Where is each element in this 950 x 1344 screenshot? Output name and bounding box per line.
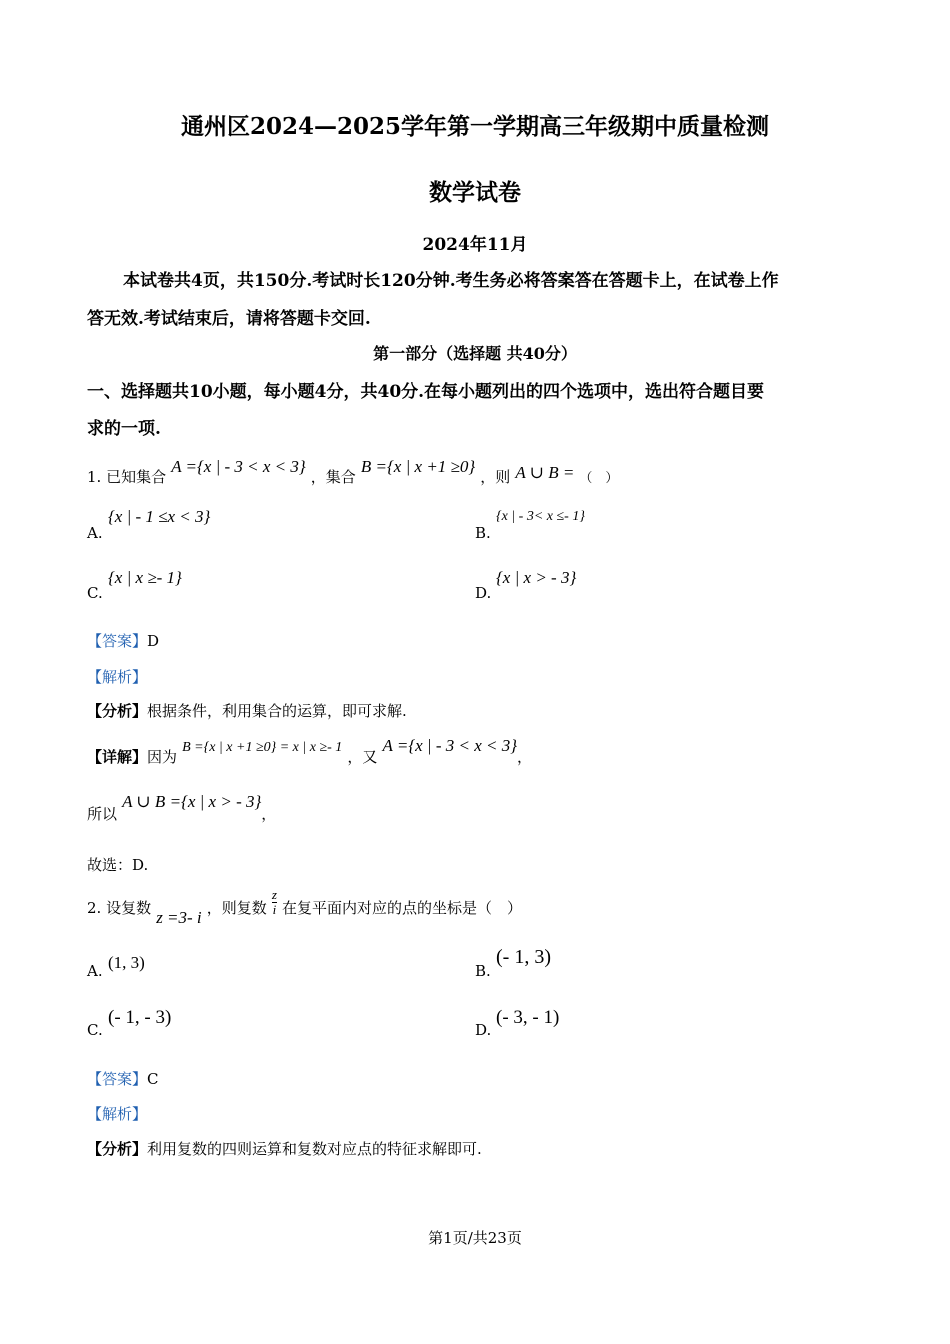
intro-line-1: 本试卷共4页，共150分.考试时长120分钟.考生务必将答案答在答题卡上，在试卷上作 (123, 271, 779, 291)
q1-answer (87, 630, 159, 651)
q2-answer (87, 1068, 159, 1089)
q1-option-c-value: {x | x ≥- 1} (108, 568, 182, 587)
so-end: ， (261, 805, 277, 823)
intro-line-2: 答无效.考试结束后，请将答题卡交回. (87, 309, 371, 329)
q2-z-expression: z =3- i (156, 908, 202, 927)
detail-mid: ，又 (347, 748, 378, 766)
answer-value: C (147, 1070, 159, 1088)
q2-suffix: 在复平面内对应的点的坐标是（ ） (282, 899, 523, 917)
exam-title: 通州区2024—2025学年第一学期高三年级期中质量检测 (180, 113, 770, 140)
q2-mid: ，则复数 (206, 899, 267, 917)
so-math: A ∪ B ={x | x > - 3} (122, 792, 262, 811)
q1-expression: A ∪ B = (515, 463, 575, 482)
answer-value: D (147, 632, 160, 650)
q2-option-b-value: (- 1, 3) (496, 946, 551, 968)
q2-option-c-label: C. (87, 1021, 103, 1039)
q1-fenxi (87, 700, 407, 721)
detail-math-2: A ={x | - 3 < x < 3} (382, 736, 518, 755)
q2-analysis-tag: 【解析】 (87, 1105, 148, 1123)
part1-title: 第一部分（选择题 共40分） (373, 344, 577, 363)
question-2 (87, 887, 523, 927)
detail-math-1: B ={x | x +1 ≥0} = x | x ≥- 1 (182, 740, 343, 755)
q1-set-b: B ={x | x +1 ≥0} (360, 457, 476, 476)
q1-mid-2: ，则 (480, 468, 511, 486)
q2-fraction-denominator: i (272, 902, 277, 917)
q1-option-c-label: C. (87, 584, 103, 602)
detail-pre: 因为 (147, 748, 178, 766)
fenxi-text: 利用复数的四则运算和复数对应点的特征求解即可. (147, 1140, 482, 1158)
q1-option-d-label: D. (475, 584, 492, 602)
fenxi-text: 根据条件，利用集合的运算，即可求解. (147, 702, 407, 720)
q1-blank: （ ） (579, 471, 619, 486)
detail-end: ， (517, 748, 533, 766)
q1-option-d-value: {x | x > - 3} (496, 568, 577, 587)
q1-option-a-value: {x | - 1 ≤x < 3} (108, 507, 211, 526)
exam-date: 2024年11月 (422, 235, 528, 255)
q2-option-c-value: (- 1, - 3) (108, 1007, 172, 1028)
fenxi-tag: 【分析】 (87, 702, 148, 720)
q1-prefix: 1. 已知集合 (87, 468, 167, 486)
q2-option-a-value: (1, 3) (108, 953, 145, 972)
section-instructions-line-2: 求的一项. (87, 419, 161, 439)
q1-option-a-label: A. (87, 524, 103, 542)
q2-fraction-numerator: z (271, 887, 277, 902)
q1-conclusion (87, 791, 277, 823)
q1-choice: 故选：D. (87, 856, 149, 874)
exam-subtitle: 数学试卷 (429, 179, 521, 206)
section-instructions-line-1: 一、选择题共10小题，每小题4分，共40分.在每小题列出的四个选项中，选出符合题目要 (87, 382, 765, 402)
q2-option-a-label: A. (87, 962, 103, 980)
so-pre: 所以 (87, 805, 118, 823)
detail-tag: 【详解】 (87, 748, 148, 766)
q1-option-b-label: B. (475, 524, 491, 542)
q1-mid-1: ，集合 (310, 468, 356, 486)
q1-analysis-tag: 【解析】 (87, 668, 148, 686)
q1-set-a: A ={x | - 3 < x < 3} (171, 457, 306, 476)
q2-option-b-label: B. (475, 962, 491, 980)
answer-tag: 【答案】 (87, 632, 148, 650)
page-number: 第1页/共23页 (428, 1229, 522, 1247)
question-1 (87, 456, 619, 486)
q1-option-b-value: {x | - 3< x ≤- 1} (496, 509, 585, 524)
q1-detail (87, 735, 533, 766)
q2-prefix: 2. 设复数 (87, 899, 152, 917)
q2-fenxi (87, 1138, 482, 1159)
answer-tag: 【答案】 (87, 1070, 148, 1088)
fenxi-tag: 【分析】 (87, 1140, 148, 1158)
q2-option-d-value: (- 3, - 1) (496, 1007, 560, 1028)
q2-fraction (272, 888, 277, 917)
q2-option-d-label: D. (475, 1021, 492, 1039)
